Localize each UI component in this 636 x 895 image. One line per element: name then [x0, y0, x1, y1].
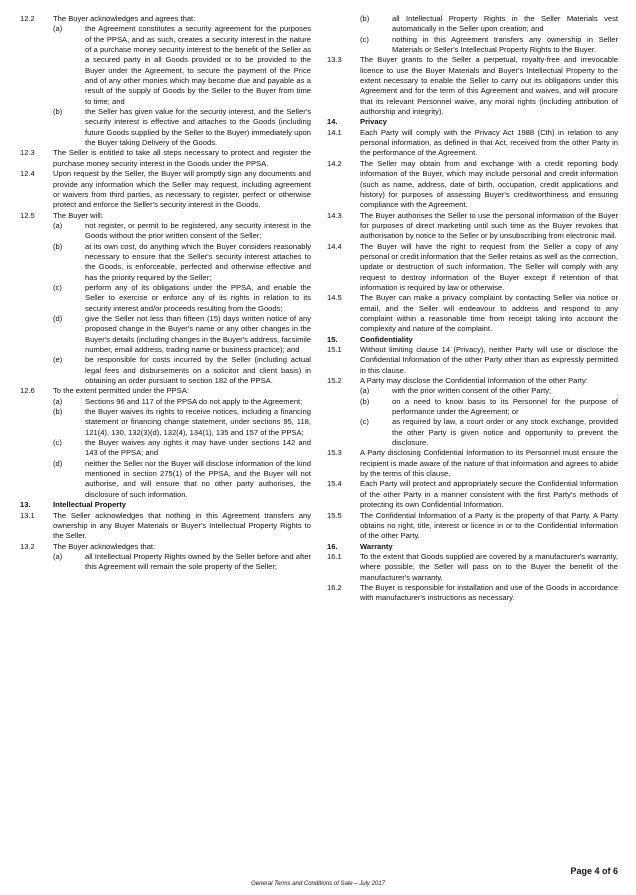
clause-number: 14.5: [327, 293, 342, 303]
clause-number: 15.1: [327, 345, 342, 354]
clause-text: all Intellectual Property Rights owned by the Seller before and after this Agreement will remain the sole property of the Seller;: [85, 551, 311, 572]
clause: [327, 345, 618, 376]
clause-text: The Buyer acknowledges that:: [53, 541, 156, 551]
clause-text: Each Party will protect and appropriately secure the Confidential Information of the other Party in a manner consistent with the first Party's methods of protecting its own Confidential Information.: [360, 479, 618, 510]
clause-number: (a): [53, 220, 63, 230]
sub-clause: [360, 386, 618, 396]
footer: General Terms and Conditions of Sale – July 2017: [251, 881, 385, 887]
clause-text: Upon request by the Seller, the Buyer will promptly sign any documents and provide any information which the Seller may request, including agreement or waivers from third parties, as necessary to register, perfect or otherwise protect and enforce the Seller's security interest in the Goods.: [53, 169, 311, 210]
clause-text: the Buyer waives any rights it may have under sections 142 and 143 of the PPSA; and: [85, 438, 311, 458]
section-heading: [20, 500, 311, 510]
clause: [327, 552, 618, 583]
clause-text: give the Seller not less than fifteen (15) days written notice of any proposed change in the Buyer's name or any other changes in the Buyer's details (including changes in the Buyer's address, facsimile number, email address, trading name or business practice); and: [85, 313, 311, 354]
sub-clause: [53, 407, 311, 438]
clause-text: The Buyer will:: [53, 210, 103, 220]
clause-text: at its own cost, do anything which the Buyer considers reasonably necessary to ensure that the Seller's security interest attaches to the Goods, is enforceable, perfected and otherwise effective and has the priority required by the Seller;: [85, 241, 311, 282]
clause-text: The Seller may obtain from and exchange with a credit reporting body information of the Buyer, which may include personal and credit information (such as name, address, date of birth, occupation, credit applications and history) for purposes of assessing Buyer's creditworthiness and ensuring compliance with the Agreement.: [360, 158, 618, 210]
sub-clause: [360, 417, 618, 448]
clause-text: the Buyer waives its rights to receive notices, including a financing statement or financing change statement, under sections 95, 118, 121(4), 130, 132(3)(d), 132(4), 134(1), 135 and 157 of the PPSA;: [85, 407, 311, 437]
clause-text: The Buyer acknowledges and agrees that:: [53, 14, 196, 23]
clause: [327, 242, 618, 294]
sub-clause: [53, 283, 311, 314]
clause-text: The Buyer is responsible for installation and use of the Goods in accordance with manufacturer's instructions as necessary.: [360, 582, 618, 603]
page-number: Page 4 of 6: [570, 866, 618, 876]
section-heading: [327, 542, 618, 552]
clause-text: the Seller has given value for the security interest, and the Seller's security interest is effective and attaches to the Goods (including future Goods supplied by the Seller to the Buyer) immediately upon the Buyer taking Delivery of the Goods.: [85, 107, 311, 148]
clause-number: (a): [53, 24, 63, 34]
clause: [20, 511, 311, 542]
clause-text: with the prior written consent of the other Party;: [392, 386, 552, 396]
clause-number: 13.1: [20, 510, 35, 520]
clause-number: 15.4: [327, 479, 342, 489]
clause-number: 14.1: [327, 127, 342, 137]
clause-text: Privacy: [360, 117, 388, 127]
clause: [20, 169, 311, 210]
clause-number: 14.: [327, 117, 338, 127]
sub-clause: [360, 14, 618, 35]
sub-clause: [53, 221, 311, 242]
clause-text: A Party may disclose the Confidential Information of the other Party:: [360, 376, 588, 386]
clause: [20, 14, 311, 24]
sub-clause: [53, 355, 311, 386]
sub-clause: [360, 397, 618, 418]
clause-number: 12.6: [20, 386, 35, 396]
clause-number: (c): [53, 282, 62, 292]
clause-number: 12.2: [20, 14, 35, 23]
clause: [327, 159, 618, 211]
clause-text: The Buyer authorises the Seller to use the personal information of the Buyer for purposes of direct marketing until such time as the Buyer revokes that authorisation by notice to the Seller or by unsubscribing from electronic mail.: [360, 210, 618, 241]
clause-number: (c): [53, 438, 62, 448]
clause-number: 14.3: [327, 210, 342, 220]
clause-text: The Seller is entitled to take all steps necessary to protect and register the purchase money security interest in the Goods under the PPSA.: [53, 148, 311, 168]
clause-text: The Buyer will have the right to request from the Seller a copy of any personal or credit information that the Seller retains as well as the correction, update or destruction of such information. The Seller will comply with any request to destroy information of the Buyer except if retention of that information is required by law or otherwise.: [360, 241, 618, 292]
clause-number: 15.2: [327, 376, 342, 386]
clause: [327, 479, 618, 510]
clause-number: 14.2: [327, 158, 342, 168]
clause: [327, 448, 618, 479]
clause: [327, 376, 618, 386]
sub-clause: [53, 397, 311, 407]
clause-text: all Intellectual Property Rights in the Seller Materials vest automatically in the Seller upon creation; and: [392, 14, 618, 34]
clause-number: (b): [53, 107, 63, 117]
clause: [20, 211, 311, 221]
right-column: [327, 14, 618, 604]
clause-number: 13.2: [20, 541, 35, 551]
clause-number: (a): [360, 386, 370, 396]
clause-text: The Confidential Information of a Party is the property of that Party. A Party obtains no right, title, interest or licence in or to the Confidential Information of the other Party.: [360, 510, 618, 541]
clause-text: A Party disclosing Confidential Information to its Personnel must ensure the recipient is made aware of the nature of that information and agrees to abide by the terms of this clause.: [360, 448, 618, 479]
clause-text: Without limiting clause 14 (Privacy), neither Party will use or disclose the Confidential Information of the other Party other than as expressly permitted in this clause.: [360, 345, 618, 375]
clause-number: 15.3: [327, 448, 342, 458]
clause-number: 12.5: [20, 210, 35, 220]
section-heading: [327, 335, 618, 345]
sub-clause: [53, 552, 311, 573]
clause-text: nothing in this Agreement transfers any ownership in Seller Materials or Seller's Intellectual Property Rights to the Buyer.: [392, 34, 618, 55]
clause-number: (b): [360, 396, 370, 406]
clause-number: (d): [53, 458, 63, 468]
sub-clause: [53, 438, 311, 459]
clause-number: (b): [360, 14, 370, 23]
clause-number: 13.3: [327, 55, 342, 65]
section-heading: [327, 117, 618, 127]
left-column: [20, 14, 311, 573]
clause-text: Sections 96 and 117 of the PPSA do not apply to the Agreement;: [85, 396, 303, 406]
clause-number: 14.4: [327, 241, 342, 251]
clause: [327, 583, 618, 604]
clause-number: (a): [53, 551, 63, 561]
clause-number: 12.4: [20, 169, 35, 179]
clause: [327, 211, 618, 242]
clause-text: To the extent that Goods supplied are covered by a manufacturer's warranty, where possible, the Seller will pass on to the Buyer the benefit of the manufacturer's warranty.: [360, 551, 618, 582]
clause: [327, 128, 618, 159]
clause-number: 16.2: [327, 582, 342, 592]
clause-text: as required by law, a court order or any stock exchange, provided the other Party is given notice and opportunity to prevent the disclosure.: [392, 417, 618, 448]
clause-text: perform any of its obligations under the PPSA, and enable the Seller to exercise or enforce any of its rights in relation to its security interest and/or proceeds resulting from the Goods;: [85, 282, 311, 313]
clause-text: neither the Seller nor the Buyer will disclose information of the kind mentioned in section 275(1) of the PPSA, and the Buyer will not authorise, and will ensure that no other party authorises, the disclosure of such information.: [85, 458, 311, 499]
clause-number: (b): [53, 407, 63, 417]
clause-text: The Buyer can make a privacy complaint by contacting Seller via notice or email, and the Seller will endeavour to address and respond to any complaint within a reasonable time from receipt taking into account the complexity and nature of the complaint.: [360, 293, 618, 334]
sub-clause: [360, 35, 618, 56]
clause: [327, 293, 618, 334]
clause-number: 15.5: [327, 510, 342, 520]
sub-clause: [53, 242, 311, 283]
clause-number: 16.: [327, 541, 338, 551]
clause-text: To the extent permitted under the PPSA:: [53, 386, 189, 396]
clause-number: (e): [53, 355, 63, 365]
clause: [327, 55, 618, 117]
clause-text: be responsible for costs incurred by the Seller (including actual legal fees and disbursements on a solicitor and client basis) in obtaining an order pursuant to section 182 of the PPSA.: [85, 355, 311, 386]
clause-number: (d): [53, 313, 63, 323]
clause-text: Confidentiality: [360, 334, 413, 344]
clause-number: 13.: [20, 500, 31, 510]
clause: [327, 511, 618, 542]
clause-number: (a): [53, 396, 63, 406]
clause-text: Each Party will comply with the Privacy Act 1988 (Cth) in relation to any personal information, as defined in that Act, received from the other Party in the performance of the Agreement.: [360, 127, 618, 158]
clause-text: The Seller acknowledges that nothing in this Agreement transfers any ownership in any Buyer Materials or Buyer's Intellectual Property Rights to the Seller.: [53, 510, 311, 541]
clause: [20, 542, 311, 552]
sub-clause: [53, 107, 311, 148]
clause-text: the Agreement constitutes a security agreement for the purposes of the PPSA, and as such, creates a security interest in the nature of a purchase money security interest to the benefit of the Seller as a secured party in all Goods provided or to be provided to the Buyer under the Agreement, to secure the payment of the Price and of any other monies which may become due and payable as a result of the supply of Goods by the Seller to the Buyer from time to time; and: [85, 24, 311, 106]
clause-number: (c): [360, 34, 369, 44]
sub-clause: [53, 459, 311, 500]
clause-number: 12.3: [20, 148, 35, 158]
clause-number: (b): [53, 241, 63, 251]
sub-clause: [53, 24, 311, 107]
clause-text: The Buyer grants to the Seller a perpetual, royalty-free and irrevocable licence to use the Buyer Materials and Buyer's Intellectual Property to the extent necessary to enable the Seller to carry out its obligations under this Agreement and for the term of this Agreement and waives, and will procure that its relevant Personnel waive, any moral rights (including attribution of authorship and integrity).: [360, 55, 618, 117]
clause-text: on a need to know basis to its Personnel for the purpose of performance under the Agreement; or: [392, 396, 618, 417]
clause-number: 15.: [327, 334, 338, 344]
clause-text: Intellectual Property: [53, 500, 127, 510]
clause-number: 16.1: [327, 551, 342, 561]
clause: [20, 148, 311, 169]
clause-number: (c): [360, 417, 369, 427]
sub-clause: [53, 314, 311, 355]
clause-text: Warranty: [360, 541, 393, 551]
clause: [20, 386, 311, 396]
clause-text: not register, or permit to be registered, any security interest in the Goods without the prior written consent of the Seller;: [85, 220, 311, 241]
